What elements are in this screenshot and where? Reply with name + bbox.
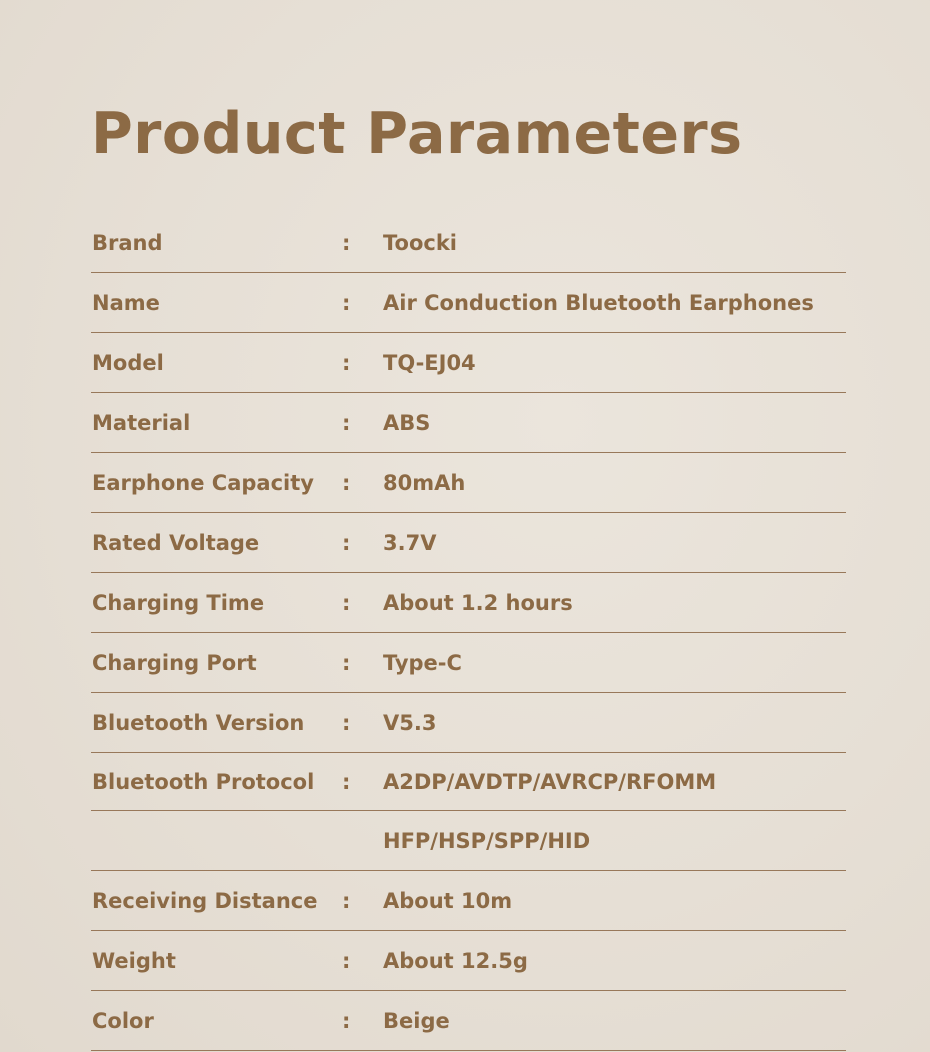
page-title: Product Parameters <box>91 101 743 167</box>
row-value: About 1.2 hours <box>383 590 573 615</box>
row-separator: : <box>342 290 351 315</box>
row-label: Color <box>92 1008 154 1033</box>
row-separator: : <box>342 1008 351 1033</box>
row-label: Brand <box>92 230 163 255</box>
row-separator: : <box>342 888 351 913</box>
parameters-table <box>91 213 846 1051</box>
table-row-bluetooth-protocol-continued <box>91 811 846 871</box>
row-label: Name <box>92 290 160 315</box>
row-value: 3.7V <box>383 530 437 555</box>
table-row-color <box>91 991 846 1051</box>
table-row-weight <box>91 931 846 991</box>
row-value: TQ-EJ04 <box>383 350 476 375</box>
row-separator: : <box>342 650 351 675</box>
row-separator: : <box>342 590 351 615</box>
row-label: Charging Port <box>92 650 257 675</box>
table-row-receiving-distance <box>91 871 846 931</box>
row-separator: : <box>342 350 351 375</box>
row-value: Beige <box>383 1008 450 1033</box>
row-value: Air Conduction Bluetooth Earphones <box>383 290 814 315</box>
table-row-charging-time <box>91 573 846 633</box>
row-value: Toocki <box>383 230 458 255</box>
row-separator: : <box>342 230 351 255</box>
table-row-bluetooth-protocol <box>91 753 846 811</box>
row-label: Bluetooth Protocol <box>92 769 315 794</box>
row-value: V5.3 <box>383 710 437 735</box>
row-label: Charging Time <box>92 590 265 615</box>
row-label: Earphone Capacity <box>92 470 314 495</box>
row-label: Material <box>92 410 191 435</box>
row-value: ABS <box>383 410 431 435</box>
row-value: 80mAh <box>383 470 466 495</box>
row-separator: : <box>342 410 351 435</box>
row-value: About 12.5g <box>383 948 528 973</box>
row-value: About 10m <box>383 888 513 913</box>
row-label: Bluetooth Version <box>92 710 305 735</box>
row-separator: : <box>342 710 351 735</box>
row-value: A2DP/AVDTP/AVRCP/RFOMM <box>383 769 717 794</box>
row-separator: : <box>342 948 351 973</box>
row-value: HFP/HSP/SPP/HID <box>383 828 591 853</box>
row-label: Receiving Distance <box>92 888 318 913</box>
row-separator: : <box>342 769 351 794</box>
row-label: Weight <box>92 948 176 973</box>
table-row-bluetooth-version <box>91 693 846 753</box>
table-row-brand <box>91 213 846 273</box>
row-label: Rated Voltage <box>92 530 260 555</box>
row-label: Model <box>92 350 164 375</box>
row-separator: : <box>342 470 351 495</box>
table-row-material <box>91 393 846 453</box>
row-value: Type-C <box>383 650 462 675</box>
table-row-name <box>91 273 846 333</box>
table-row-rated-voltage <box>91 513 846 573</box>
table-row-charging-port <box>91 633 846 693</box>
table-row-model <box>91 333 846 393</box>
row-separator: : <box>342 530 351 555</box>
table-row-earphone-capacity <box>91 453 846 513</box>
